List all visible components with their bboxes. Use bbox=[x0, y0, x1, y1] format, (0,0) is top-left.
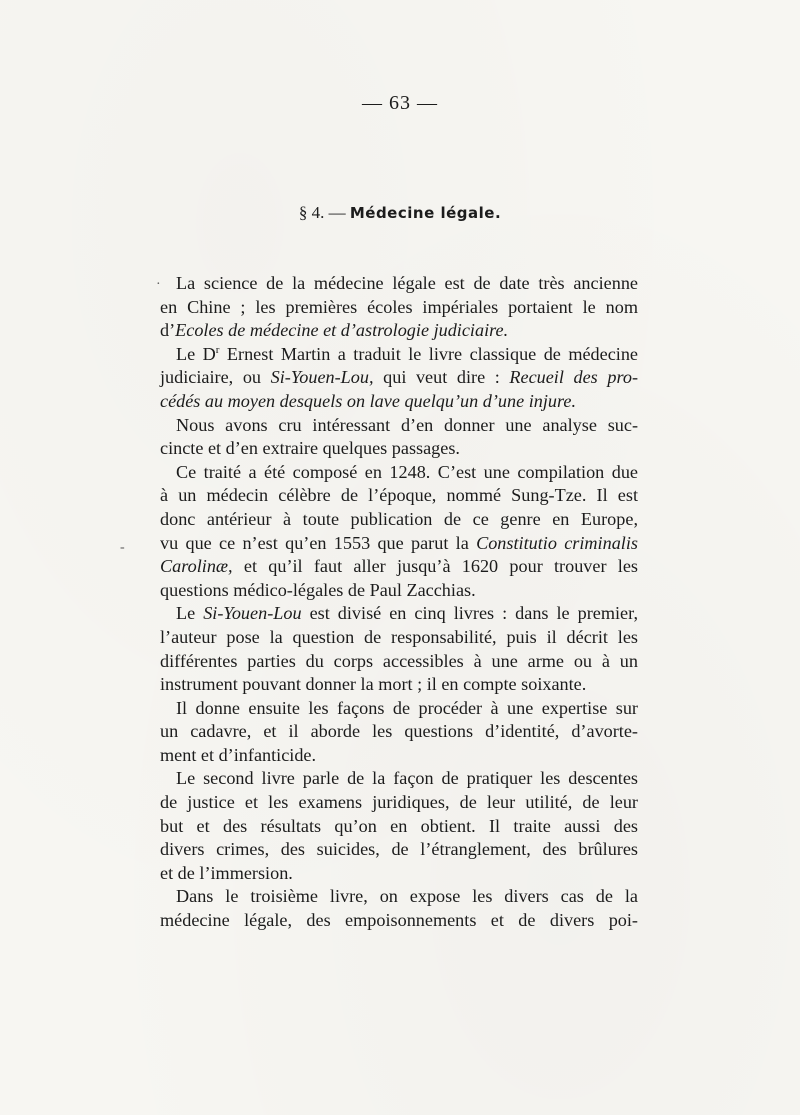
text-line bbox=[160, 390, 638, 414]
text-line: ment et d’infanticide. bbox=[160, 744, 317, 765]
text-line: questions médico-légales de Paul Zacchias. bbox=[160, 579, 476, 600]
text-segment: r bbox=[215, 343, 220, 356]
body-text bbox=[160, 272, 638, 933]
text-line: à un médecin célèbre de l’époque, nommé Sung-Tze. Il est bbox=[160, 485, 638, 506]
text-line: et de l’immersion. bbox=[160, 862, 293, 883]
section-heading bbox=[0, 203, 800, 223]
text-line: La science de la médecine légale est de date très ancienne bbox=[176, 273, 638, 293]
page-number: — 63 — bbox=[362, 92, 438, 114]
text-line: Le second livre parle de la façon de pratiquer les descentes bbox=[176, 768, 638, 789]
section-dash: — bbox=[328, 203, 346, 222]
italic-text: Si-Youen-Lou bbox=[203, 603, 302, 624]
text-line: Ce traité a été composé en 1248. C’est une compilation due bbox=[176, 461, 638, 482]
text-line bbox=[160, 602, 638, 626]
text-line: donc antérieur à toute publication de ce genre en Europe, bbox=[160, 508, 638, 529]
text-segment: Le bbox=[176, 603, 204, 624]
text-line: Il donne ensuite les façons de procéder à une expertise sur bbox=[176, 697, 638, 718]
text-line: l’auteur pose la question de responsabilité, puis il décrit les bbox=[160, 626, 638, 647]
section-marker: § 4. bbox=[298, 203, 325, 222]
text-line bbox=[160, 366, 638, 390]
text-segment: Ernest Martin a traduit le livre classique de médecine bbox=[219, 343, 638, 364]
text-line: en Chine ; les premières écoles impériales portaient le nom bbox=[160, 296, 638, 317]
text-line: un cadavre, et il aborde les questions d’identité, d’avorte- bbox=[160, 721, 638, 742]
text-line: médecine légale, des empoisonnements et de divers poi- bbox=[160, 910, 638, 931]
margin-mark: · bbox=[156, 277, 161, 292]
text-segment: judiciaire, ou bbox=[160, 367, 271, 388]
italic-text: Carolinæ, bbox=[160, 556, 233, 577]
text-segment: d’ bbox=[160, 320, 176, 341]
text-line: Dans le troisième livre, on expose les divers cas de la bbox=[176, 886, 638, 907]
section-title: Médecine légale. bbox=[349, 204, 502, 222]
text-line: divers crimes, des suicides, de l’étranglement, des brûlures bbox=[160, 839, 638, 860]
text-segment: vu que ce n’est qu’en 1553 que parut la bbox=[160, 532, 477, 553]
text-segment: qui veut dire : bbox=[373, 367, 510, 388]
italic-text: Recueil des pro- bbox=[509, 367, 638, 388]
text-segment: Le D bbox=[176, 343, 216, 364]
text-line: de justice et les examens juridiques, de leur utilité, de leur bbox=[160, 792, 638, 813]
italic-text: Si-Youen-Lou, bbox=[270, 367, 374, 388]
italic-text: Ecoles de médecine et d’astrologie judiciaire. bbox=[175, 320, 509, 341]
italic-text: cédés au moyen desquels on lave quelqu’un d’une injure. bbox=[160, 390, 577, 411]
text-line: but et des résultats qu’on en obtient. Il traite aussi des bbox=[160, 815, 638, 836]
text-segment: est divisé en cinq livres : dans le premier, bbox=[301, 603, 638, 624]
text-line bbox=[160, 532, 638, 556]
text-line: différentes parties du corps accessibles à une arme ou à un bbox=[160, 650, 638, 671]
italic-text: Constitutio criminalis bbox=[476, 532, 638, 553]
text-segment: et qu’il faut aller jusqu’à 1620 pour trouver les bbox=[232, 556, 638, 577]
text-line bbox=[160, 555, 638, 579]
text-line bbox=[160, 343, 638, 367]
text-line: cincte et d’en extraire quelques passages. bbox=[160, 438, 460, 459]
text-line: Nous avons cru intéressant d’en donner une analyse suc- bbox=[176, 414, 638, 435]
text-line: instrument pouvant donner la mort ; il en compte soixante. bbox=[160, 674, 587, 695]
margin-mark: - bbox=[120, 540, 125, 555]
text-line bbox=[160, 319, 638, 343]
